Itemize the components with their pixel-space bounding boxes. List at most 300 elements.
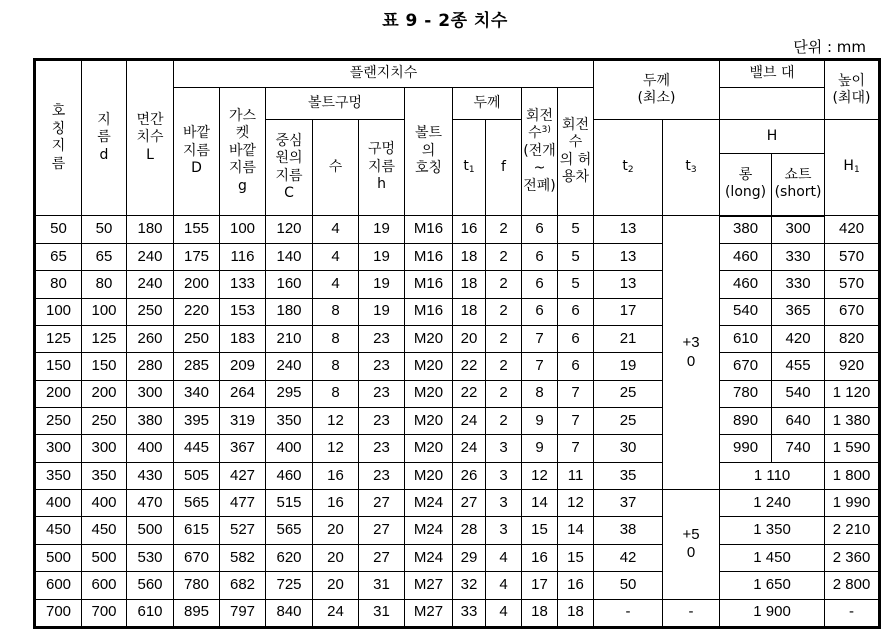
cell-d: 400: [82, 490, 127, 517]
cell-t2: 6: [522, 271, 558, 298]
header-H1: [825, 120, 879, 216]
cell-C: 120: [266, 216, 313, 244]
cell-f: 4: [486, 599, 522, 626]
cell-t1: 29: [453, 544, 486, 571]
cell-d: 100: [82, 298, 127, 325]
cell-long: 990: [720, 435, 772, 462]
cell-H1: 2 360: [825, 544, 879, 571]
cell-h: 23: [359, 408, 405, 435]
cell-short: 330: [772, 271, 825, 298]
cell-d: 80: [82, 271, 127, 298]
header-turns-range: (전개 ~ 전폐): [523, 142, 556, 194]
cell-t3: 15: [558, 544, 594, 571]
cell-cnt: 4: [313, 243, 359, 270]
header-pcd: 중심 원의 지름 C: [266, 120, 313, 216]
cell-f: 2: [486, 325, 522, 352]
cell-t3: 11: [558, 462, 594, 489]
cell-t1: 27: [453, 490, 486, 517]
cell-bolt: M16: [405, 243, 453, 270]
table-row: [36, 544, 879, 571]
cell-C: 515: [266, 490, 313, 517]
header-H: H: [720, 120, 825, 154]
cell-t3: 7: [558, 380, 594, 407]
page-title: 표 9 - 2종 치수: [382, 11, 508, 31]
cell-D: 780: [174, 572, 220, 599]
cell-C: 350: [266, 408, 313, 435]
cell-t2: 9: [522, 435, 558, 462]
cell-long: 610: [720, 325, 772, 352]
cell-bolt: M20: [405, 353, 453, 380]
cell-turns: 13: [594, 271, 663, 298]
cell-L: 470: [127, 490, 174, 517]
cell-turns: 30: [594, 435, 663, 462]
cell-H1: 920: [825, 353, 879, 380]
cell-L: 430: [127, 462, 174, 489]
table-row: [36, 408, 879, 435]
cell-D: 200: [174, 271, 220, 298]
cell-cnt: 8: [313, 298, 359, 325]
cell-g: 527: [220, 517, 266, 544]
cell-f: 2: [486, 408, 522, 435]
header-t2: [594, 120, 663, 216]
cell-L: 240: [127, 271, 174, 298]
header-face-to-face: 면간 치수 L: [127, 61, 174, 216]
table-row: [36, 599, 879, 626]
dimension-table: [35, 60, 879, 627]
header-long: 롱 (long): [720, 154, 772, 216]
cell-L: 400: [127, 435, 174, 462]
cell-long: 540: [720, 298, 772, 325]
cell-t2: 6: [522, 216, 558, 244]
cell-t2: 12: [522, 462, 558, 489]
cell-short: 330: [772, 243, 825, 270]
cell-bolt: M24: [405, 544, 453, 571]
cell-C: 620: [266, 544, 313, 571]
cell-H1: 420: [825, 216, 879, 244]
cell-n: 450: [36, 517, 82, 544]
cell-n: 65: [36, 243, 82, 270]
cell-n: 600: [36, 572, 82, 599]
cell-C: 140: [266, 243, 313, 270]
cell-g: 116: [220, 243, 266, 270]
cell-H: 1 240: [720, 490, 825, 517]
cell-L: 260: [127, 325, 174, 352]
cell-t3: 7: [558, 435, 594, 462]
cell-H: 1 110: [720, 462, 825, 489]
cell-L: 180: [127, 216, 174, 244]
header-valve-group: 밸브 대: [720, 61, 825, 88]
table-row: [36, 243, 879, 270]
cell-long: 380: [720, 216, 772, 244]
cell-g: 427: [220, 462, 266, 489]
cell-t2: 17: [522, 572, 558, 599]
cell-D: 175: [174, 243, 220, 270]
header-H1-sub: 1: [853, 165, 860, 176]
cell-g: 100: [220, 216, 266, 244]
cell-H1: 820: [825, 325, 879, 352]
cell-h: 23: [359, 325, 405, 352]
cell-bolt: M27: [405, 572, 453, 599]
cell-L: 250: [127, 298, 174, 325]
cell-t1: 26: [453, 462, 486, 489]
cell-cnt: 16: [313, 462, 359, 489]
cell-bolt: M24: [405, 517, 453, 544]
cell-turns: 21: [594, 325, 663, 352]
dimension-table-frame: [33, 58, 881, 629]
cell-short: 740: [772, 435, 825, 462]
table-row: [36, 435, 879, 462]
header-short: 쇼트 (short): [772, 154, 825, 216]
header-flange-group: 플랜지치수: [174, 61, 594, 88]
cell-D: 250: [174, 325, 220, 352]
cell-D: 285: [174, 353, 220, 380]
cell-D: 155: [174, 216, 220, 244]
cell-bolt: M20: [405, 435, 453, 462]
cell-L: 610: [127, 599, 174, 626]
cell-f: 4: [486, 544, 522, 571]
cell-L: 300: [127, 380, 174, 407]
cell-H: 1 650: [720, 572, 825, 599]
cell-n: 50: [36, 216, 82, 244]
cell-t3: 6: [558, 298, 594, 325]
cell-h: 27: [359, 517, 405, 544]
table-row: [36, 271, 879, 298]
table-row: [36, 490, 879, 517]
cell-n: 250: [36, 408, 82, 435]
table-row: [36, 298, 879, 325]
cell-g: 367: [220, 435, 266, 462]
cell-L: 560: [127, 572, 174, 599]
cell-cnt: 12: [313, 435, 359, 462]
cell-d: 150: [82, 353, 127, 380]
cell-f: 3: [486, 435, 522, 462]
cell-t1: 22: [453, 353, 486, 380]
cell-long: 460: [720, 243, 772, 270]
cell-cnt: 20: [313, 517, 359, 544]
header-nominal: 호 칭 지 름: [36, 61, 82, 216]
cell-h: 19: [359, 243, 405, 270]
header-turns-tolerance: 회전수 의 허 용차: [558, 88, 594, 216]
header-t1-letter: t: [463, 158, 469, 175]
cell-t1: 16: [453, 216, 486, 244]
cell-C: 180: [266, 298, 313, 325]
cell-f: 3: [486, 517, 522, 544]
cell-t2: 9: [522, 408, 558, 435]
cell-t3: 16: [558, 572, 594, 599]
cell-turns-tolerance: -: [663, 599, 720, 626]
header-H1-letter: H: [843, 158, 854, 175]
cell-d: 125: [82, 325, 127, 352]
cell-short: 365: [772, 298, 825, 325]
cell-t3: 12: [558, 490, 594, 517]
cell-L: 240: [127, 243, 174, 270]
cell-h: 23: [359, 462, 405, 489]
header-t1: [453, 120, 486, 216]
cell-f: 2: [486, 271, 522, 298]
header-count: 수: [313, 120, 359, 216]
cell-turns-tolerance: +5 0: [663, 490, 720, 599]
cell-d: 500: [82, 544, 127, 571]
cell-H1: 1 380: [825, 408, 879, 435]
cell-bolt: M20: [405, 380, 453, 407]
header-turns-footnote: 3): [541, 125, 551, 136]
cell-L: 280: [127, 353, 174, 380]
cell-short: 540: [772, 380, 825, 407]
cell-f: 4: [486, 572, 522, 599]
cell-t3: 6: [558, 353, 594, 380]
cell-t1: 28: [453, 517, 486, 544]
cell-turns: -: [594, 599, 663, 626]
cell-bolt: M24: [405, 490, 453, 517]
cell-t1: 24: [453, 435, 486, 462]
cell-t2: 7: [522, 325, 558, 352]
cell-L: 500: [127, 517, 174, 544]
cell-C: 295: [266, 380, 313, 407]
cell-cnt: 12: [313, 408, 359, 435]
cell-H1: 1 800: [825, 462, 879, 489]
cell-cnt: 8: [313, 353, 359, 380]
cell-f: 3: [486, 462, 522, 489]
cell-bolt: M20: [405, 462, 453, 489]
cell-short: 420: [772, 325, 825, 352]
header-t3-letter: t: [685, 158, 691, 175]
cell-h: 23: [359, 353, 405, 380]
cell-H1: 1 590: [825, 435, 879, 462]
cell-H: 1 900: [720, 599, 825, 626]
header-hole-diameter: 구멍 지름 h: [359, 120, 405, 216]
cell-L: 530: [127, 544, 174, 571]
cell-D: 220: [174, 298, 220, 325]
header-f: f: [486, 120, 522, 216]
cell-t3: 5: [558, 243, 594, 270]
cell-C: 725: [266, 572, 313, 599]
cell-C: 460: [266, 462, 313, 489]
cell-bolt: M20: [405, 325, 453, 352]
cell-H: 1 450: [720, 544, 825, 571]
cell-g: 209: [220, 353, 266, 380]
cell-bolt: M20: [405, 408, 453, 435]
cell-C: 240: [266, 353, 313, 380]
cell-g: 477: [220, 490, 266, 517]
cell-cnt: 20: [313, 544, 359, 571]
cell-turns: 35: [594, 462, 663, 489]
cell-n: 150: [36, 353, 82, 380]
cell-n: 300: [36, 435, 82, 462]
cell-d: 65: [82, 243, 127, 270]
cell-h: 31: [359, 599, 405, 626]
cell-g: 264: [220, 380, 266, 407]
cell-C: 565: [266, 517, 313, 544]
cell-n: 400: [36, 490, 82, 517]
cell-d: 50: [82, 216, 127, 244]
cell-t2: 6: [522, 243, 558, 270]
cell-t3: 14: [558, 517, 594, 544]
header-t3-sub: 3: [690, 165, 697, 176]
cell-t2: 15: [522, 517, 558, 544]
cell-g: 183: [220, 325, 266, 352]
cell-long: 670: [720, 353, 772, 380]
cell-cnt: 20: [313, 572, 359, 599]
header-min-thickness: 두께 (최소): [594, 61, 720, 120]
cell-n: 700: [36, 599, 82, 626]
cell-cnt: 4: [313, 216, 359, 244]
cell-f: 2: [486, 298, 522, 325]
table-row: [36, 325, 879, 352]
cell-turns-tolerance: +3 0: [663, 216, 720, 490]
cell-C: 840: [266, 599, 313, 626]
cell-C: 400: [266, 435, 313, 462]
cell-h: 19: [359, 271, 405, 298]
cell-long: 460: [720, 271, 772, 298]
cell-f: 2: [486, 243, 522, 270]
cell-cnt: 24: [313, 599, 359, 626]
header-t2-letter: t: [622, 158, 628, 175]
cell-short: 300: [772, 216, 825, 244]
cell-t2: 8: [522, 380, 558, 407]
cell-d: 200: [82, 380, 127, 407]
cell-bolt: M16: [405, 271, 453, 298]
unit-label: 단위 : mm: [793, 38, 866, 56]
cell-g: 133: [220, 271, 266, 298]
cell-h: 23: [359, 435, 405, 462]
cell-bolt: M27: [405, 599, 453, 626]
header-t3: [663, 120, 720, 216]
cell-t2: 16: [522, 544, 558, 571]
table-row: [36, 380, 879, 407]
cell-t3: 18: [558, 599, 594, 626]
cell-t2: 7: [522, 353, 558, 380]
cell-t2: 18: [522, 599, 558, 626]
cell-H1: 670: [825, 298, 879, 325]
cell-C: 210: [266, 325, 313, 352]
cell-short: 455: [772, 353, 825, 380]
cell-H1: 570: [825, 271, 879, 298]
header-height-group: 높이 (최대): [825, 61, 879, 120]
cell-n: 350: [36, 462, 82, 489]
cell-g: 153: [220, 298, 266, 325]
cell-g: 797: [220, 599, 266, 626]
cell-f: 2: [486, 353, 522, 380]
cell-short: 640: [772, 408, 825, 435]
header-thickness-group: 두께: [453, 88, 522, 120]
cell-D: 340: [174, 380, 220, 407]
cell-long: 890: [720, 408, 772, 435]
cell-d: 600: [82, 572, 127, 599]
cell-n: 80: [36, 271, 82, 298]
cell-turns: 25: [594, 408, 663, 435]
cell-t3: 5: [558, 216, 594, 244]
cell-bolt: M16: [405, 216, 453, 244]
cell-H1: 1 120: [825, 380, 879, 407]
cell-f: 3: [486, 490, 522, 517]
header-turns: [522, 88, 558, 216]
cell-t1: 18: [453, 271, 486, 298]
cell-h: 31: [359, 572, 405, 599]
cell-t1: 20: [453, 325, 486, 352]
cell-turns: 17: [594, 298, 663, 325]
cell-D: 615: [174, 517, 220, 544]
cell-turns: 13: [594, 216, 663, 244]
header-t1-sub: 1: [468, 165, 475, 176]
cell-d: 250: [82, 408, 127, 435]
cell-H1: 2 800: [825, 572, 879, 599]
cell-t3: 5: [558, 271, 594, 298]
cell-t1: 18: [453, 298, 486, 325]
cell-cnt: 4: [313, 271, 359, 298]
table-header: [36, 61, 879, 216]
cell-t2: 14: [522, 490, 558, 517]
cell-turns: 37: [594, 490, 663, 517]
cell-turns: 38: [594, 517, 663, 544]
header-bolt-name: 볼트 의 호칭: [405, 88, 453, 216]
cell-cnt: 16: [313, 490, 359, 517]
cell-H1: 570: [825, 243, 879, 270]
header-diameter: 지 름 d: [82, 61, 127, 216]
table-row: [36, 216, 879, 244]
cell-f: 2: [486, 380, 522, 407]
cell-C: 160: [266, 271, 313, 298]
cell-g: 682: [220, 572, 266, 599]
table-body: [36, 216, 879, 627]
cell-D: 895: [174, 599, 220, 626]
table-row: [36, 572, 879, 599]
cell-D: 395: [174, 408, 220, 435]
cell-t1: 32: [453, 572, 486, 599]
cell-n: 125: [36, 325, 82, 352]
cell-H: 1 350: [720, 517, 825, 544]
cell-H1: 1 990: [825, 490, 879, 517]
cell-h: 19: [359, 298, 405, 325]
cell-turns: 50: [594, 572, 663, 599]
cell-D: 445: [174, 435, 220, 462]
cell-bolt: M16: [405, 298, 453, 325]
header-turns-main: 회전수: [525, 107, 554, 142]
cell-h: 23: [359, 380, 405, 407]
cell-g: 582: [220, 544, 266, 571]
cell-t1: 18: [453, 243, 486, 270]
cell-n: 500: [36, 544, 82, 571]
cell-d: 300: [82, 435, 127, 462]
cell-D: 670: [174, 544, 220, 571]
cell-turns: 42: [594, 544, 663, 571]
cell-turns: 13: [594, 243, 663, 270]
cell-g: 319: [220, 408, 266, 435]
table-row: [36, 517, 879, 544]
cell-t3: 6: [558, 325, 594, 352]
cell-L: 380: [127, 408, 174, 435]
cell-n: 200: [36, 380, 82, 407]
cell-turns: 25: [594, 380, 663, 407]
cell-t3: 7: [558, 408, 594, 435]
cell-t2: 6: [522, 298, 558, 325]
cell-cnt: 8: [313, 325, 359, 352]
cell-H1: 2 210: [825, 517, 879, 544]
cell-H1: -: [825, 599, 879, 626]
cell-d: 450: [82, 517, 127, 544]
cell-d: 700: [82, 599, 127, 626]
cell-h: 27: [359, 490, 405, 517]
header-gasket-diameter: 가스 켓 바깥 지름 g: [220, 88, 266, 216]
cell-t1: 22: [453, 380, 486, 407]
cell-n: 100: [36, 298, 82, 325]
table-row: [36, 353, 879, 380]
cell-cnt: 8: [313, 380, 359, 407]
header-bolt-hole-group: 볼트구멍: [266, 88, 405, 120]
header-t2-sub: 2: [627, 165, 634, 176]
cell-D: 505: [174, 462, 220, 489]
cell-D: 565: [174, 490, 220, 517]
cell-h: 27: [359, 544, 405, 571]
